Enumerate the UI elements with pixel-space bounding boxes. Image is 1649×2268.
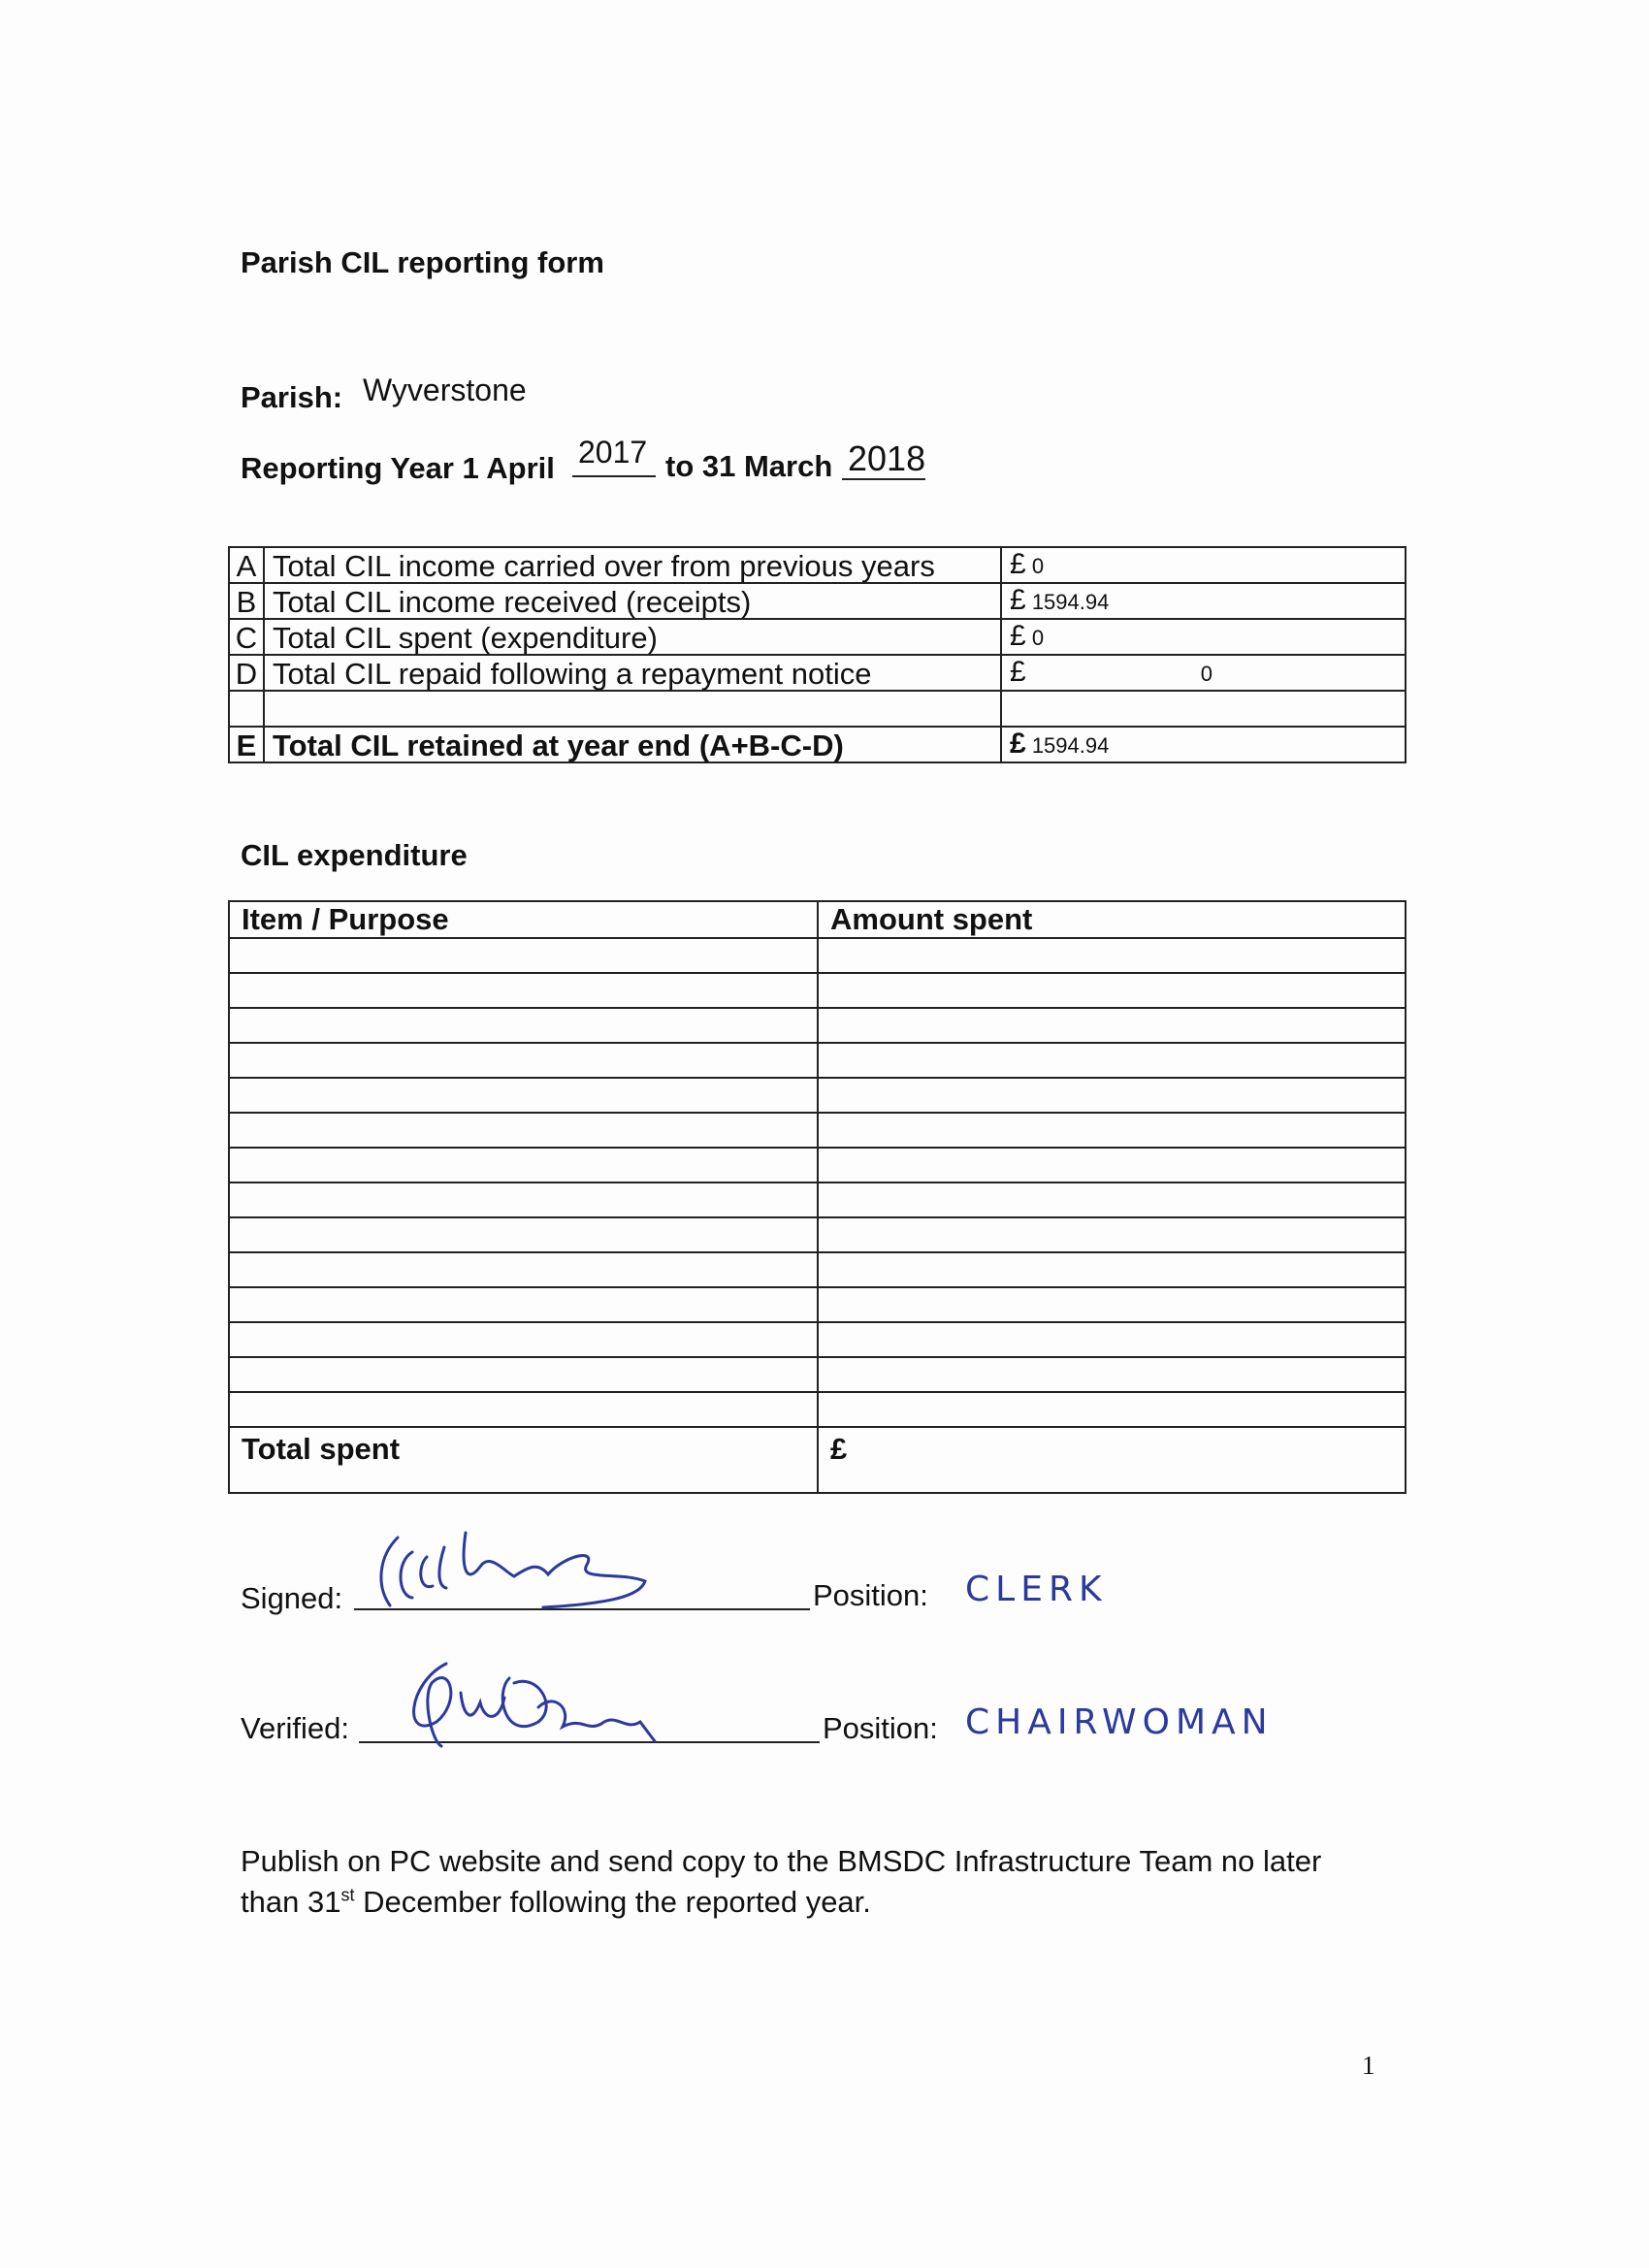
summary-row-c (229, 619, 1406, 655)
reporting-year-prefix: Reporting Year 1 April (241, 451, 555, 485)
row-label: Total CIL repaid following a repayment notice (264, 655, 1001, 691)
year-start-value: 2017 (578, 435, 648, 470)
item-cell (229, 1148, 818, 1183)
total-spent-label: Total spent (229, 1427, 818, 1493)
row-letter: B (229, 583, 264, 619)
row-letter (229, 691, 264, 727)
amount-cell (818, 973, 1406, 1008)
table-row (229, 1183, 1406, 1217)
currency-symbol: £ (1010, 584, 1026, 616)
row-value (1001, 619, 1406, 655)
table-row (229, 1148, 1406, 1183)
cil-summary-table (228, 546, 1406, 763)
parish-value: Wyverstone (363, 373, 527, 407)
amount-cell (818, 1252, 1406, 1287)
amount-cell (818, 1183, 1406, 1217)
parish-label: Parish: (241, 380, 343, 414)
summary-row-b (229, 583, 1406, 619)
table-row (229, 938, 1406, 973)
table-row (229, 1322, 1406, 1357)
item-cell (229, 1008, 818, 1043)
signed-label: Signed: (241, 1581, 343, 1615)
year-end-value: 2018 (848, 438, 926, 478)
note-sup: st (340, 1885, 355, 1905)
row-value (1001, 655, 1406, 691)
table-row (229, 1392, 1406, 1427)
amount-cell (818, 1392, 1406, 1427)
amount-cell (818, 1113, 1406, 1148)
currency-symbol: £ (1010, 620, 1026, 652)
amount-cell (818, 1217, 1406, 1252)
verified-position-value: CHAIRWOMAN (965, 1702, 1274, 1742)
signed-position-value: CLERK (965, 1570, 1108, 1609)
item-cell (229, 938, 818, 973)
amount-value: 1594.94 (1031, 590, 1110, 614)
table-row (229, 1217, 1406, 1252)
item-cell (229, 1183, 818, 1217)
row-value (1001, 691, 1406, 727)
row-label: Total CIL income received (receipts) (264, 583, 1001, 619)
item-cell (229, 1078, 818, 1113)
table-row (229, 1008, 1406, 1043)
publish-note-line1: Publish on PC website and send copy to the BMSDC Infrastructure Team no later (241, 1844, 1322, 1878)
chairwoman-signature-image (393, 1654, 703, 1756)
amount-value: 0 (1031, 554, 1045, 578)
amount-cell (818, 1008, 1406, 1043)
item-cell (229, 1113, 818, 1148)
amount-cell (818, 938, 1406, 973)
table-row (229, 1113, 1406, 1148)
verified-position-label: Position: (823, 1711, 938, 1745)
table-row (229, 973, 1406, 1008)
amount-value: 1594.94 (1031, 733, 1110, 758)
col-header-item: Item / Purpose (229, 901, 818, 938)
row-value (1001, 583, 1406, 619)
item-cell (229, 1392, 818, 1427)
total-spent-value: £ (818, 1427, 1406, 1493)
form-title: Parish CIL reporting form (241, 245, 604, 279)
signed-position-label: Position: (813, 1578, 928, 1612)
row-letter: C (229, 619, 264, 655)
publish-note-line2 (241, 1885, 871, 1920)
summary-row-blank (229, 691, 1406, 727)
verified-label: Verified: (241, 1711, 350, 1745)
summary-row-e (229, 727, 1406, 762)
amount-cell (818, 1357, 1406, 1392)
expenditure-table (228, 900, 1406, 1494)
row-label: Total CIL income carried over from previous years (264, 547, 1001, 583)
reporting-year-middle: to 31 March (665, 449, 833, 483)
total-spent-row (229, 1427, 1406, 1493)
expenditure-header-row (229, 901, 1406, 938)
amount-cell (818, 1322, 1406, 1357)
row-letter: D (229, 655, 264, 691)
row-label: Total CIL spent (expenditure) (264, 619, 1001, 655)
item-cell (229, 1043, 818, 1078)
year-end-underline (842, 478, 925, 480)
item-cell (229, 1252, 818, 1287)
currency-symbol: £ (1010, 656, 1026, 688)
amount-cell (818, 1287, 1406, 1322)
table-row (229, 1078, 1406, 1113)
amount-cell (818, 1043, 1406, 1078)
expenditure-heading: CIL expenditure (241, 838, 468, 872)
row-value (1001, 727, 1406, 762)
amount-value: 0 (1200, 662, 1212, 686)
row-label: Total CIL retained at year end (A+B-C-D) (264, 727, 1001, 762)
currency-symbol: £ (1010, 728, 1026, 760)
currency-symbol: £ (1010, 548, 1026, 580)
summary-row-a (229, 547, 1406, 583)
note-post: December following the reported year. (354, 1885, 871, 1919)
amount-value: 0 (1031, 626, 1045, 650)
item-cell (229, 1217, 818, 1252)
table-row (229, 1043, 1406, 1078)
table-row (229, 1287, 1406, 1322)
item-cell (229, 1357, 818, 1392)
clerk-signature-image (369, 1528, 660, 1615)
row-letter: A (229, 547, 264, 583)
amount-cell (818, 1078, 1406, 1113)
summary-row-d (229, 655, 1406, 691)
row-value (1001, 547, 1406, 583)
note-pre: than 31 (241, 1885, 341, 1919)
table-row (229, 1357, 1406, 1392)
row-label (264, 691, 1001, 727)
item-cell (229, 1322, 818, 1357)
col-header-amount: Amount spent (818, 901, 1406, 938)
row-letter: E (229, 727, 264, 762)
year-start-underline (572, 475, 656, 477)
page-number: 1 (1362, 2051, 1375, 2080)
item-cell (229, 973, 818, 1008)
item-cell (229, 1287, 818, 1322)
amount-cell (818, 1148, 1406, 1183)
table-row (229, 1252, 1406, 1287)
